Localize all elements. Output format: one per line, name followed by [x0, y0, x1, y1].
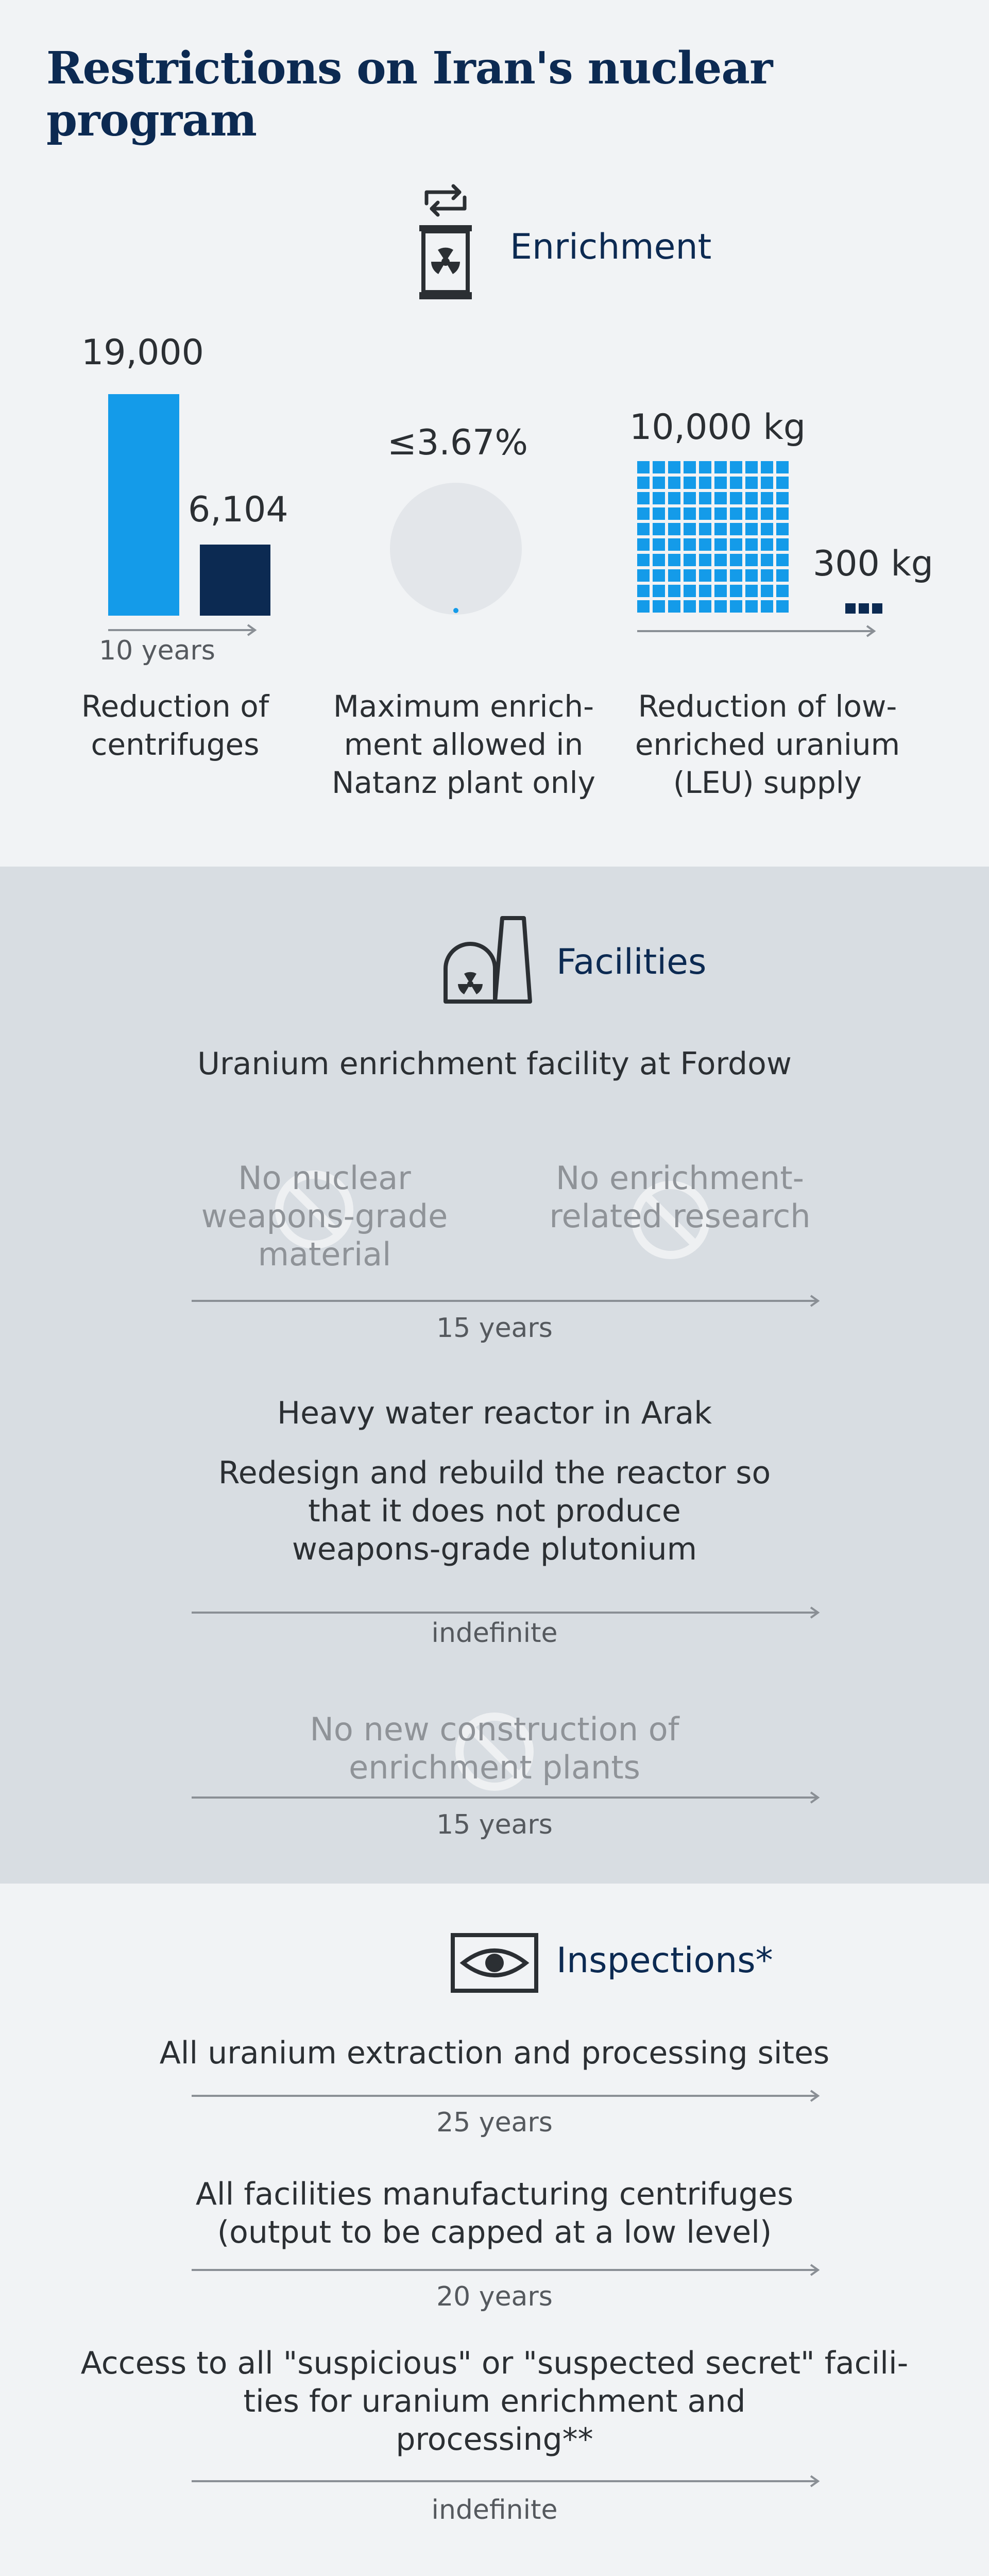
leu-square — [730, 461, 742, 473]
inspections-heading: Inspections* — [556, 1940, 773, 1981]
leu-square — [653, 538, 665, 551]
leu-square — [637, 492, 650, 504]
leu-square — [714, 585, 727, 597]
arak-duration: indefinite — [431, 1618, 558, 1649]
leu-square — [699, 538, 711, 551]
leu-square — [730, 477, 742, 489]
centrifuges-before-value: 19,000 — [81, 332, 204, 373]
leu-square — [684, 523, 696, 535]
leu-square — [699, 477, 711, 489]
leu-square — [761, 585, 773, 597]
centrifuges-after-value: 6,104 — [188, 489, 288, 530]
construction-item: No new construction of enrichment plants — [310, 1710, 679, 1786]
fordow-timeline-arrow — [191, 1293, 824, 1309]
leu-label: Reduction of low- enriched uranium (LEU) supply — [635, 689, 900, 800]
leu-square — [653, 507, 665, 520]
leu-square — [668, 569, 680, 582]
construction-timeline-arrow — [191, 1790, 824, 1805]
leu-square — [699, 461, 711, 473]
fordow-item-weapons: No nuclear weapons-grade material — [201, 1159, 448, 1273]
leu-square — [761, 600, 773, 613]
arak-title: Heavy water reactor in Arak — [277, 1395, 712, 1431]
leu-square — [745, 461, 758, 473]
leu-square — [745, 507, 758, 520]
radioactive-barrel-icon — [412, 183, 479, 307]
leu-square — [761, 492, 773, 504]
leu-square — [761, 554, 773, 566]
leu-before-value: 10,000 kg — [629, 407, 806, 448]
leu-square — [745, 585, 758, 597]
leu-square — [699, 523, 711, 535]
leu-square — [668, 554, 680, 566]
fordow-title: Uranium enrichment facility at Fordow — [197, 1046, 792, 1082]
suspicious-duration: indefinite — [431, 2495, 558, 2526]
leu-square — [668, 600, 680, 613]
leu-square — [745, 569, 758, 582]
leu-square — [653, 569, 665, 582]
leu-square — [668, 523, 680, 535]
leu-square — [730, 600, 742, 613]
leu-square — [637, 523, 650, 535]
page-title: Restrictions on Iran's nuclear program — [46, 42, 773, 146]
leu-square — [714, 523, 727, 535]
leu-square — [684, 554, 696, 566]
leu-square — [761, 461, 773, 473]
leu-square — [730, 585, 742, 597]
leu-square — [730, 492, 742, 504]
leu-square — [684, 585, 696, 597]
enrichment-heading: Enrichment — [510, 227, 712, 267]
leu-square — [637, 477, 650, 489]
leu-square — [776, 569, 789, 582]
leu-square — [745, 477, 758, 489]
leu-square — [745, 492, 758, 504]
leu-square — [637, 585, 650, 597]
inspection-item-centrifuges: All facilities manufacturing centrifuges (output to be capped at a low level) — [195, 2176, 794, 2250]
enrichment-circle — [389, 482, 528, 621]
centrifuges-mfg-timeline-arrow — [191, 2262, 824, 2278]
leu-square — [714, 477, 727, 489]
leu-square — [653, 585, 665, 597]
leu-square — [714, 507, 727, 520]
enrichment-dot — [453, 608, 458, 613]
leu-square — [653, 600, 665, 613]
leu-square — [776, 492, 789, 504]
leu-square — [776, 523, 789, 535]
leu-square — [714, 492, 727, 504]
inspection-item-suspicious: Access to all "suspicious" or "suspected secret" facili- ties for uranium enrichment and processing** — [80, 2345, 909, 2458]
leu-square — [684, 569, 696, 582]
leu-square — [668, 477, 680, 489]
leu-square — [776, 538, 789, 551]
leu-square — [668, 492, 680, 504]
leu-square — [761, 538, 773, 551]
leu-square — [730, 507, 742, 520]
facilities-heading: Facilities — [556, 942, 707, 982]
suspicious-timeline-arrow — [191, 2473, 824, 2489]
leu-square — [653, 523, 665, 535]
leu-square — [684, 477, 696, 489]
leu-square — [730, 523, 742, 535]
leu-square — [637, 461, 650, 473]
centrifuges-before-bar — [108, 394, 179, 616]
leu-square — [637, 538, 650, 551]
extraction-timeline-arrow — [191, 2088, 824, 2104]
centrifuges-after-bar — [200, 545, 270, 616]
leu-square — [684, 492, 696, 504]
arak-description: Redesign and rebuild the reactor so that it does not produce weapons-grade plutonium — [218, 1455, 771, 1567]
extraction-duration: 25 years — [436, 2107, 553, 2138]
leu-square — [761, 507, 773, 520]
leu-square — [776, 585, 789, 597]
leu-square — [653, 492, 665, 504]
leu-square — [684, 600, 696, 613]
leu-square — [776, 600, 789, 613]
leu-square — [684, 507, 696, 520]
leu-square — [668, 585, 680, 597]
fordow-item-research: No enrichment- related research — [549, 1159, 811, 1235]
leu-square — [699, 569, 711, 582]
leu-square — [714, 461, 727, 473]
leu-square — [699, 600, 711, 613]
leu-square — [745, 538, 758, 551]
leu-square — [761, 569, 773, 582]
leu-square — [745, 523, 758, 535]
centrifuges-mfg-duration: 20 years — [436, 2281, 553, 2312]
leu-square — [637, 507, 650, 520]
leu-square — [745, 600, 758, 613]
leu-square — [699, 507, 711, 520]
max-enrichment-value: ≤3.67% — [387, 422, 528, 463]
leu-square — [699, 492, 711, 504]
leu-square — [776, 477, 789, 489]
leu-square — [761, 477, 773, 489]
max-enrichment-label: Maximum enrich- ment allowed in Natanz plant only — [332, 689, 595, 800]
centrifuges-duration: 10 years — [99, 635, 215, 666]
leu-square — [714, 554, 727, 566]
leu-square — [714, 538, 727, 551]
leu-square — [668, 507, 680, 520]
leu-square — [730, 538, 742, 551]
leu-after-value: 300 kg — [813, 544, 933, 584]
nuclear-plant-icon — [440, 913, 533, 1006]
leu-square — [776, 507, 789, 520]
leu-square — [745, 554, 758, 566]
leu-timeline-arrow — [637, 626, 874, 636]
leu-square — [684, 461, 696, 473]
leu-square — [714, 569, 727, 582]
centrifuges-label: Reduction of centrifuges — [81, 689, 269, 762]
leu-square — [637, 569, 650, 582]
leu-square — [637, 554, 650, 566]
leu-square — [776, 461, 789, 473]
leu-square — [653, 554, 665, 566]
leu-square — [714, 600, 727, 613]
leu-square — [699, 585, 711, 597]
leu-square — [637, 600, 650, 613]
leu-square — [653, 477, 665, 489]
fordow-duration: 15 years — [436, 1313, 553, 1344]
leu-square — [668, 538, 680, 551]
leu-square — [699, 554, 711, 566]
leu-square — [653, 461, 665, 473]
leu-square — [730, 554, 742, 566]
leu-square — [684, 538, 696, 551]
inspection-item-extraction: All uranium extraction and processing sites — [159, 2035, 830, 2071]
construction-duration: 15 years — [436, 1809, 553, 1840]
leu-after-squares — [845, 603, 882, 614]
leu-square — [776, 554, 789, 566]
leu-square — [668, 461, 680, 473]
eye-icon — [451, 1933, 538, 1995]
leu-square — [730, 569, 742, 582]
leu-square — [761, 523, 773, 535]
